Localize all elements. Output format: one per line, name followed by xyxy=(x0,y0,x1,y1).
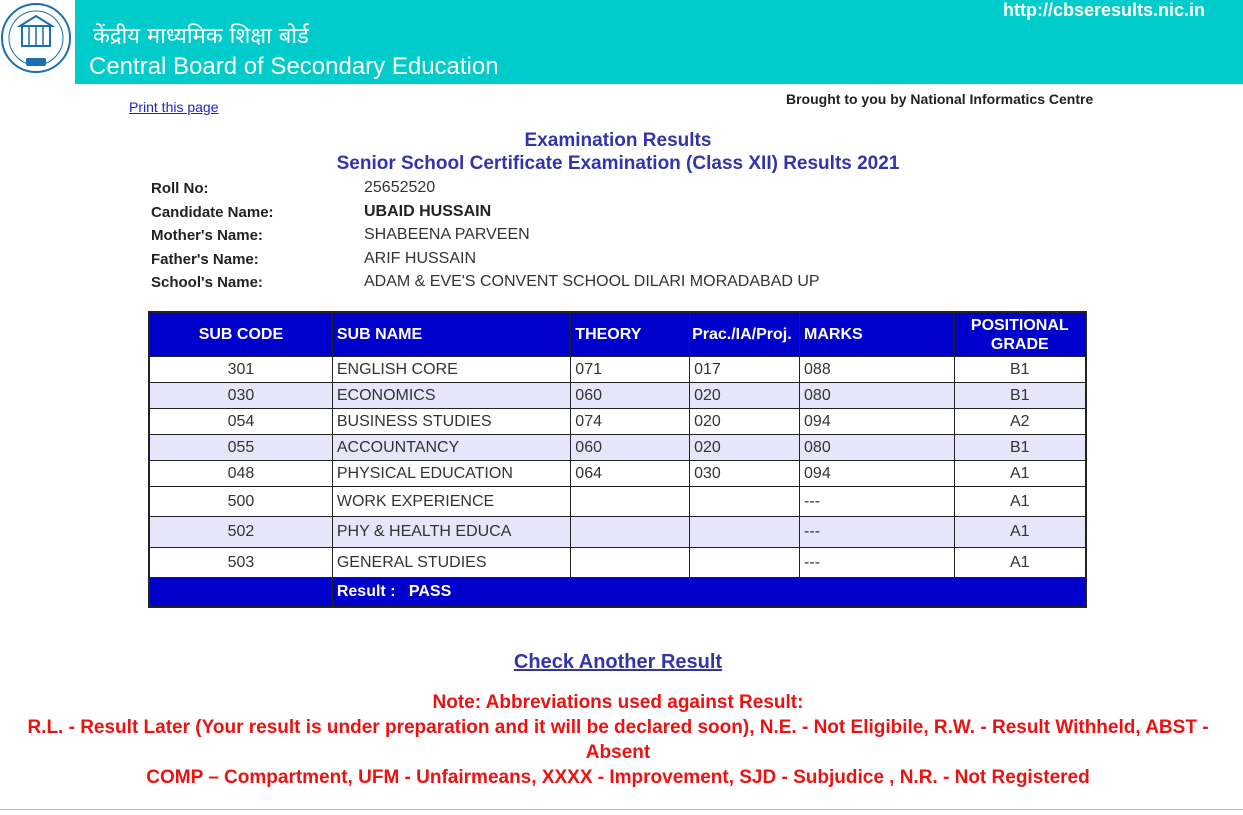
sub-code-cell: 055 xyxy=(149,435,332,461)
practical-cell: 020 xyxy=(690,383,800,409)
sub-name-cell: PHY & HEALTH EDUCA xyxy=(332,517,570,548)
table-row xyxy=(149,357,1086,383)
header-sub-code: SUB CODE xyxy=(149,312,332,357)
note-line-2: Absent xyxy=(585,742,651,763)
sub-name-cell: ENGLISH CORE xyxy=(332,357,570,383)
footer-divider xyxy=(0,809,1243,810)
table-row xyxy=(149,383,1086,409)
table-header-row xyxy=(149,312,1086,357)
sub-name-cell: BUSINESS STUDIES xyxy=(332,409,570,435)
exam-title: Senior School Certificate Examination (Class XII) Results 2021 xyxy=(336,153,900,174)
practical-cell: 020 xyxy=(690,435,800,461)
table-row xyxy=(149,487,1086,517)
marks-cell: --- xyxy=(800,487,955,517)
result-spacer-cell xyxy=(149,578,332,608)
theory-cell xyxy=(571,487,690,517)
sub-name-cell: WORK EXPERIENCE xyxy=(332,487,570,517)
marks-cell: --- xyxy=(800,548,955,578)
table-row xyxy=(149,517,1086,548)
mother-name-value: SHABEENA PARVEEN xyxy=(364,226,530,243)
practical-cell: 030 xyxy=(690,461,800,487)
theory-cell: 060 xyxy=(571,435,690,461)
note-line-1: R.L. - Result Later (Your result is under preparation and it will be declared soon), N.E. - Not Eligibile, R.W. - Result Withheld, ABST - xyxy=(27,717,1209,738)
practical-cell xyxy=(690,548,800,578)
header-practical: Prac./IA/Proj. xyxy=(690,312,800,357)
sub-code-cell: 301 xyxy=(149,357,332,383)
sub-code-cell: 502 xyxy=(149,517,332,548)
check-another-container xyxy=(0,651,1236,674)
sub-name-cell: ACCOUNTANCY xyxy=(332,435,570,461)
sub-name-cell: PHYSICAL EDUCATION xyxy=(332,461,570,487)
sub-code-cell: 500 xyxy=(149,487,332,517)
marks-cell: 094 xyxy=(800,409,955,435)
table-row xyxy=(149,548,1086,578)
theory-cell: 060 xyxy=(571,383,690,409)
theory-cell xyxy=(571,517,690,548)
header-grade: POSITIONAL GRADE xyxy=(954,312,1086,357)
mother-name-label: Mother's Name: xyxy=(151,227,263,244)
header-sub-name: SUB NAME xyxy=(332,312,570,357)
table-row xyxy=(149,409,1086,435)
hindi-title: केंद्रीय माध्यमिक शिक्षा बोर्ड xyxy=(93,24,309,49)
marks-cell: 094 xyxy=(800,461,955,487)
print-page-link[interactable]: Print this page xyxy=(129,99,219,115)
theory-cell xyxy=(571,548,690,578)
roll-no-label: Roll No: xyxy=(151,180,209,197)
grade-cell: B1 xyxy=(954,357,1086,383)
header-banner xyxy=(0,0,1243,84)
grade-cell: B1 xyxy=(954,383,1086,409)
marks-cell: 088 xyxy=(800,357,955,383)
sub-code-cell: 048 xyxy=(149,461,332,487)
sub-name-cell: ECONOMICS xyxy=(332,383,570,409)
sub-code-cell: 030 xyxy=(149,383,332,409)
results-table xyxy=(148,311,1087,608)
father-name-label: Father's Name: xyxy=(151,251,259,268)
grade-cell: B1 xyxy=(954,435,1086,461)
marks-cell: 080 xyxy=(800,383,955,409)
grade-cell: A1 xyxy=(954,487,1086,517)
header-marks: MARKS xyxy=(800,312,955,357)
father-name-value: ARIF HUSSAIN xyxy=(364,250,477,267)
check-another-result-link[interactable]: Check Another Result xyxy=(513,651,723,673)
practical-cell xyxy=(690,487,800,517)
school-name-value: ADAM & EVE'S CONVENT SCHOOL DILARI MORADABAD UP xyxy=(364,273,820,290)
result-row xyxy=(149,578,1086,608)
cbse-emblem-icon xyxy=(0,0,75,84)
table-row xyxy=(149,435,1086,461)
candidate-name-label: Candidate Name: xyxy=(151,204,274,221)
header-theory: THEORY xyxy=(571,312,690,357)
english-title: Central Board of Secondary Education xyxy=(89,53,499,80)
theory-cell: 071 xyxy=(571,357,690,383)
theory-cell: 064 xyxy=(571,461,690,487)
grade-cell: A2 xyxy=(954,409,1086,435)
practical-cell xyxy=(690,517,800,548)
page-title: Examination Results xyxy=(524,130,712,151)
sub-code-cell: 503 xyxy=(149,548,332,578)
sub-code-cell: 054 xyxy=(149,409,332,435)
grade-cell: A1 xyxy=(954,461,1086,487)
practical-cell: 017 xyxy=(690,357,800,383)
note-line-3: COMP – Compartment, UFM - Unfairmeans, XXXX - Improvement, SJD - Subjudice , N.R. - Not Registered xyxy=(146,767,1090,788)
theory-cell: 074 xyxy=(571,409,690,435)
credit-text: Brought to you by National Informatics Centre xyxy=(786,91,1094,107)
result-status: Result : PASS xyxy=(332,578,1086,608)
table-row xyxy=(149,461,1086,487)
marks-cell: 080 xyxy=(800,435,955,461)
candidate-name-value: UBAID HUSSAIN xyxy=(364,203,492,220)
note-heading: Note: Abbreviations used against Result: xyxy=(432,692,804,713)
sub-name-cell: GENERAL STUDIES xyxy=(332,548,570,578)
marks-cell: --- xyxy=(800,517,955,548)
roll-no-value: 25652520 xyxy=(364,179,436,196)
grade-cell: A1 xyxy=(954,548,1086,578)
grade-cell: A1 xyxy=(954,517,1086,548)
school-name-label: School's Name: xyxy=(151,274,263,291)
site-url: http://cbseresults.nic.in xyxy=(1003,0,1206,20)
practical-cell: 020 xyxy=(690,409,800,435)
